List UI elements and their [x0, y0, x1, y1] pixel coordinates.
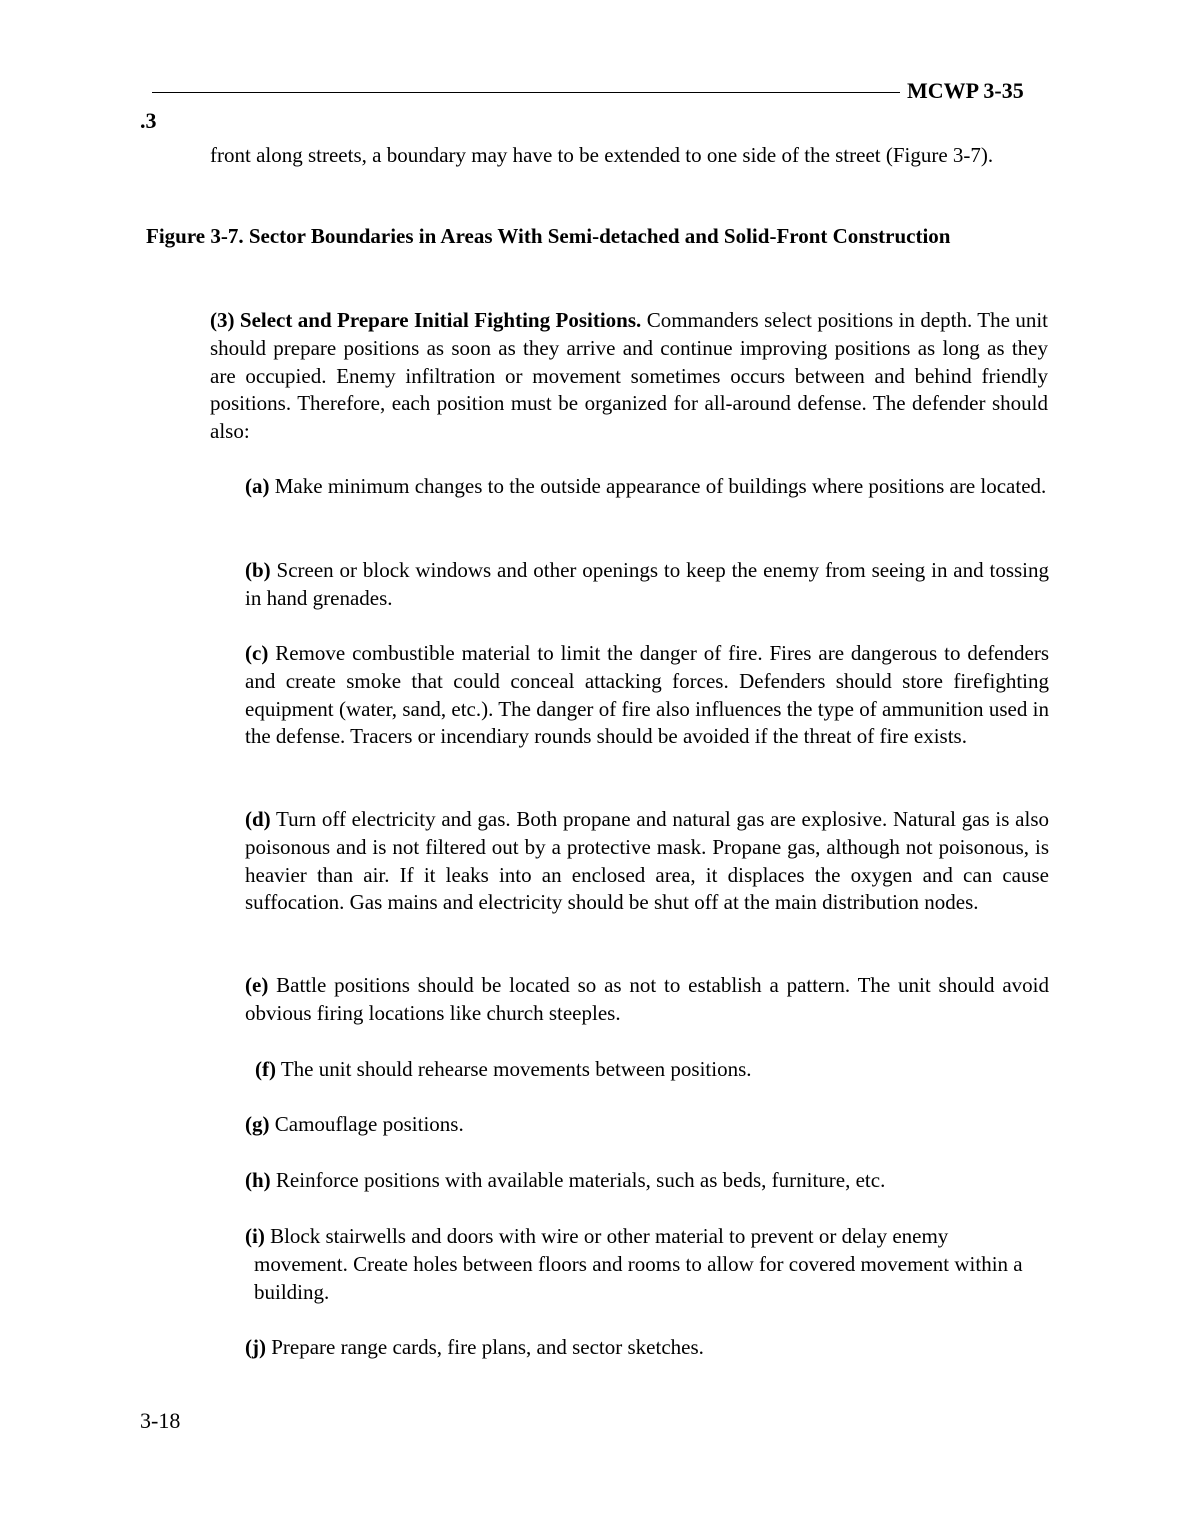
list-item [245, 473, 1049, 501]
list-item-label: (c) [245, 641, 269, 665]
list-item-label: (a) [245, 474, 270, 498]
list-item [245, 1167, 1049, 1195]
list-item-label: (g) [245, 1112, 270, 1136]
list-item-text: Remove combustible material to limit the danger of fire. Fires are dangerous to defenders and create smoke that could conceal attacking forces. Defenders should store firefighting equipment (water, sand, etc.). The danger of fire also influences the type of ammunition used in the defense. Tracers or incendiary rounds should be avoided if the threat of fire exists. [245, 641, 1049, 749]
list-item [245, 972, 1049, 1028]
list-item [245, 806, 1049, 917]
page-number: 3-18 [140, 1408, 181, 1433]
header-rule [152, 92, 900, 93]
list-item [245, 557, 1049, 613]
section-body: Commanders select positions in depth. The unit should prepare positions as soon as they arrive and continue improving positions as long as they are occupied. Enemy infiltration or movement sometimes occurs between and behind friendly positions. Therefore, each position must be organized for all-around defense. The defender should also: [210, 308, 1049, 444]
list-item [245, 1223, 1045, 1306]
list-item-continuation: movement. Create holes between floors and rooms to allow for covered movement within a building. [254, 1251, 1023, 1304]
list-item-text: Reinforce positions with available materials, such as beds, furniture, etc. [270, 1168, 886, 1192]
intro-paragraph: front along streets, a boundary may have to be extended to one side of the street (Figure 3-7). [210, 143, 994, 167]
list-item-text: The unit should rehearse movements between positions. [275, 1057, 752, 1081]
list-item-text: Camouflage positions. [269, 1112, 464, 1136]
list-item-label: (i) [245, 1224, 265, 1248]
list-item-text: Make minimum changes to the outside appearance of buildings where positions are located. [269, 474, 1047, 498]
section-paragraph [210, 307, 1048, 446]
list-item-text: Turn off electricity and gas. Both propane and natural gas are explosive. Natural gas is also poisonous and is not filtered out by a protective mask. Propane gas, although not poisonous, is heavier than air. If it leaks into an enclosed area, it displaces the oxygen and can cause suffocation. Gas mains and electricity should be shut off at the main distribution nodes. [245, 807, 1049, 915]
list-item-label: (e) [245, 973, 269, 997]
figure-caption: Figure 3-7. Sector Boundaries in Areas With Semi-detached and Solid-Front Construction [146, 224, 951, 248]
chapter-mark: .3 [140, 108, 157, 133]
running-header-title: MCWP 3-35 [907, 78, 1024, 103]
list-item-label: (b) [245, 558, 271, 582]
list-item-label: (j) [245, 1335, 266, 1359]
list-item [255, 1056, 1059, 1084]
list-item [245, 1334, 1049, 1362]
list-item-text: Screen or block windows and other openings to keep the enemy from seeing in and tossing in hand grenades. [245, 558, 1049, 610]
list-item [245, 640, 1049, 751]
section-heading: (3) Select and Prepare Initial Fighting Positions. [210, 308, 642, 332]
list-item-label: (f) [255, 1057, 276, 1081]
list-item-text: Prepare range cards, fire plans, and sector sketches. [265, 1335, 704, 1359]
list-item-text: Block stairwells and doors with wire or other material to prevent or delay enemy [264, 1224, 949, 1248]
list-item-label: (h) [245, 1168, 271, 1192]
list-item-label: (d) [245, 807, 271, 831]
list-item [245, 1111, 1049, 1139]
list-item-text: Battle positions should be located so as not to establish a pattern. The unit should avoid obvious firing locations like church steeples. [245, 973, 1049, 1025]
